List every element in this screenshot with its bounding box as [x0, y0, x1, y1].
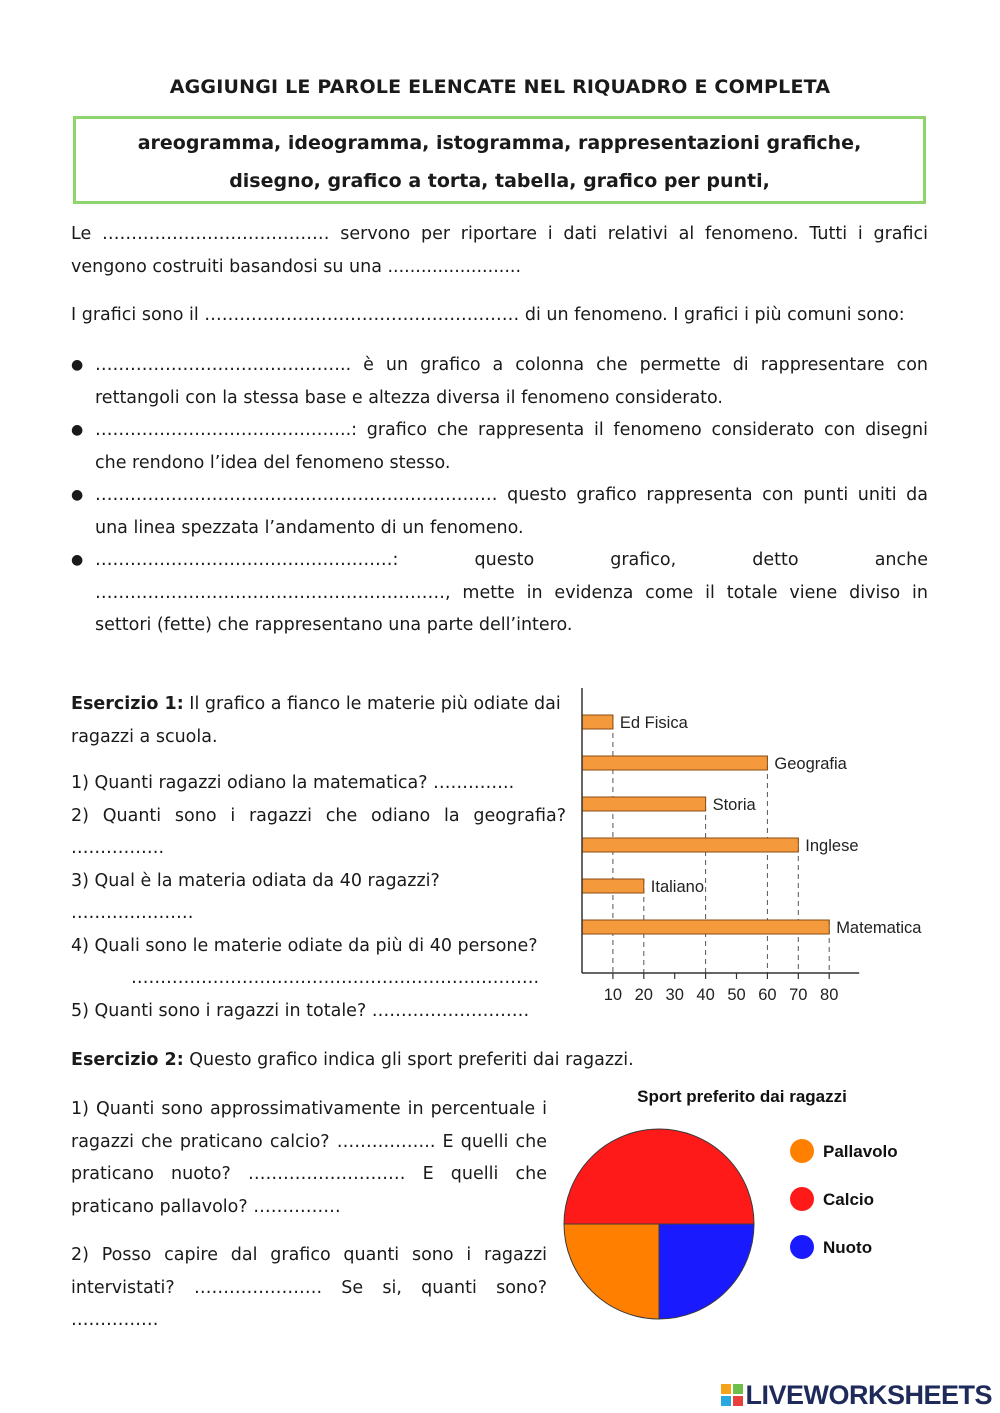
question-3: 3) Qual è la materia odiata da 40 ragazzi? …………………	[71, 870, 440, 923]
page-title: AGGIUNGI LE PAROLE ELENCATE NEL RIQUADRO E COMPLETA	[169, 76, 831, 98]
bullet-icon: ●	[71, 422, 84, 438]
pie-slice	[659, 1224, 754, 1319]
list-item	[71, 414, 928, 479]
bar-label: Matematica	[836, 919, 922, 937]
exercise-2-label: Esercizio 2:	[71, 1050, 184, 1070]
question-5: 5) Quanti sono i ragazzi in totale? ………………………	[71, 1000, 530, 1021]
list-item	[71, 349, 928, 414]
list-item	[71, 544, 928, 642]
bar	[582, 838, 798, 852]
paragraph-1: Le ………………………………… servono per riportare i dati relativi al fenomeno. Tutti i grafici vengono costruiti basandosi su una ........................	[71, 224, 928, 277]
question-4-blank: …………………………………………………………….	[131, 968, 540, 988]
x-tick-label: 20	[634, 986, 653, 1004]
pie-slice	[564, 1224, 659, 1319]
exercise-1	[71, 688, 566, 1027]
x-tick-label: 60	[758, 986, 777, 1004]
x-tick-label: 70	[789, 986, 808, 1004]
bar-label: Inglese	[805, 837, 859, 855]
bar	[582, 920, 829, 934]
word-box-line-1: areogramma, ideogramma, istogramma, rappresentazioni grafiche,	[137, 132, 862, 154]
pie-chart-title: Sport preferito dai ragazzi	[637, 1087, 847, 1106]
liveworksheets-logo: LIVEWORKSHEETS	[721, 1380, 992, 1411]
exercise-2	[71, 1093, 547, 1337]
chart-types-list	[71, 349, 928, 642]
exercise-1-label: Esercizio 1:	[71, 694, 184, 714]
exercise-2-question-1: 1) Quanti sono approssimativamente in percentuale i ragazzi che praticano calcio? …………….. E quelli che praticano nuoto? ……………………… E quelli che praticano pallavolo? ……………	[71, 1099, 547, 1217]
pie-chart	[555, 1078, 935, 1328]
exercise-2-question-2: 2) Posso capire dal grafico quanti sono i ragazzi intervistati? …………………. Se si, quanti sono? ……………	[71, 1245, 547, 1330]
bullet-icon: ●	[71, 487, 84, 503]
pie-slice	[564, 1129, 754, 1224]
legend-marker	[790, 1187, 814, 1211]
exercise-2-intro: Esercizio 2: Questo grafico indica gli sport preferiti dai ragazzi.	[71, 1050, 634, 1070]
bullet-icon: ●	[71, 357, 84, 373]
x-tick-label: 50	[727, 986, 746, 1004]
question-4: 4) Quali sono le materie odiate da più di 40 persone?	[71, 935, 538, 956]
word-box	[73, 116, 926, 204]
bar-label: Italiano	[650, 878, 705, 896]
bar-label: Storia	[712, 796, 756, 814]
list-item-text: …………………………………………………………… questo grafico rappresenta con punti uniti da una linea spezzata l’andamento di un fenomeno.	[95, 485, 928, 538]
bar-label: Geografia	[774, 755, 847, 773]
bar-label: Ed Fisica	[619, 714, 688, 732]
liveworksheets-logo-icon	[721, 1384, 743, 1406]
list-item-text: ……………………………………..: grafico che rappresenta il fenomeno considerato con disegni che rendono l’idea del fenomeno stesso.	[95, 420, 928, 473]
legend-marker	[790, 1139, 814, 1163]
exercise-1-intro: Esercizio 1: Il grafico a fianco le materie più odiate dai ragazzi a scuola.	[71, 694, 561, 747]
x-tick-label: 30	[665, 986, 684, 1004]
legend-label: Nuoto	[823, 1238, 873, 1257]
bar	[582, 879, 644, 893]
list-item	[71, 479, 928, 544]
legend-label: Pallavolo	[823, 1142, 898, 1161]
paragraph-2: I grafici sono il ……………………………………………… di un fenomeno. I grafici i più comuni sono:	[71, 305, 905, 325]
bar	[582, 797, 706, 811]
legend-marker	[790, 1235, 814, 1259]
list-item-text: …………………………………….. è un grafico a colonna che permette di rappresentare con rettangoli con la stessa base e altezza diversa il fenomeno considerato.	[95, 355, 928, 408]
question-1: 1) Quanti ragazzi odiano la matematica? …………..	[71, 773, 515, 793]
x-tick-label: 80	[820, 986, 839, 1004]
bar	[582, 756, 767, 770]
bar	[582, 715, 613, 729]
question-2: 2) Quanti sono i ragazzi che odiano la geografia? …………….	[71, 805, 566, 858]
legend-label: Calcio	[823, 1190, 875, 1209]
x-tick-label: 10	[603, 986, 623, 1004]
bullet-icon: ●	[71, 552, 84, 568]
bar-chart	[575, 680, 935, 1010]
x-tick-label: 40	[696, 986, 715, 1004]
word-box-line-2: disegno, grafico a torta, tabella, grafico per punti,	[229, 170, 770, 192]
list-item-text: ……………………………………………: questo grafico, detto anche ……………………………………………………, mette in evidenza come il totale viene diviso in settori (fette) che rappresentano una parte dell’intero.	[95, 550, 928, 635]
